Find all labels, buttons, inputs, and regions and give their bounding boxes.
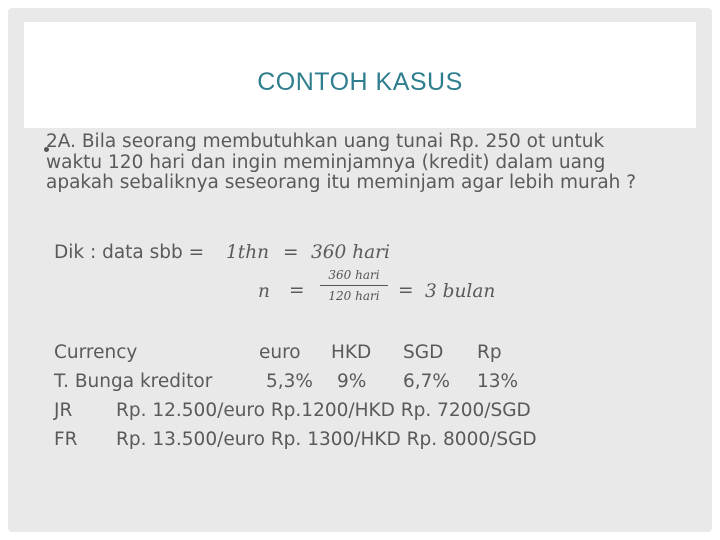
n-variable: n	[258, 281, 270, 302]
header-currency: Currency	[54, 342, 138, 363]
fraction	[318, 268, 390, 303]
result-equals: =	[398, 280, 414, 301]
fraction-bar	[320, 285, 388, 286]
n-equals: =	[289, 280, 305, 301]
interest-euro: 5,3%	[266, 371, 313, 392]
given-lhs: 1thn	[226, 242, 270, 263]
header-hkd: HKD	[331, 342, 372, 363]
header-sgd: SGD	[403, 342, 444, 363]
slide-title: CONTOH KASUS	[257, 68, 463, 96]
interest-sgd: 6,7%	[403, 371, 450, 392]
interest-rp: 13%	[477, 371, 519, 392]
fr-label: FR	[54, 429, 78, 450]
given-label: Dik : data sbb =	[54, 242, 205, 263]
interest-label: T. Bunga kreditor	[54, 371, 213, 392]
header-rp: Rp	[477, 342, 502, 363]
title-box	[24, 22, 696, 128]
result-value: 3 bulan	[425, 281, 496, 302]
fraction-numerator: 360 hari	[328, 268, 380, 282]
header-euro: euro	[259, 342, 301, 363]
jr-rates: Rp. 12.500/euro Rp.1200/HKD Rp. 7200/SGD	[116, 400, 531, 421]
fraction-denominator: 120 hari	[328, 289, 380, 303]
given-rhs: 360 hari	[311, 242, 390, 263]
interest-hkd: 9%	[337, 371, 367, 392]
fr-rates: Rp. 13.500/euro Rp. 1300/HKD Rp. 8000/SGD	[116, 429, 537, 450]
given-equals: =	[283, 242, 299, 263]
jr-label: JR	[54, 400, 73, 421]
problem-paragraph: 2A. Bila seorang membutuhkan uang tunai Rp. 250 ot untuk waktu 120 hari dan ingin meminjamnya (kredit) dalam uang apakah sebaliknya seseorang itu meminjam agar lebih murah ?	[46, 131, 637, 193]
